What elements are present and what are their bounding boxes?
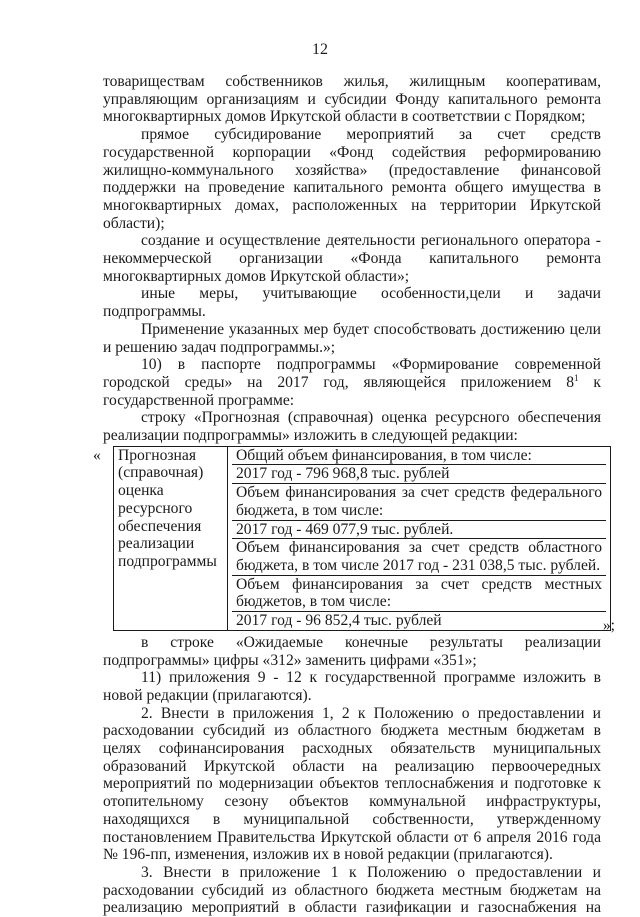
funding-line: Объем финансирования за счет средств федерального бюджета, в том числе: [232,484,606,520]
label-line: ресурсного [118,499,193,517]
paragraph-item-10 [103,356,601,409]
close-quote: »; [602,617,615,635]
paragraph: в строке «Ожидаемые конечные результаты реализации подпрограммы» цифры «312» заменить цифрами «351»; [103,633,601,669]
label-line: (справочная) [118,464,204,482]
label-line: Прогнозная [118,446,196,464]
paragraph: строку «Прогнозная (справочная) оценка ресурсного обеспечения реализации подпрограммы» изложить в следующей редакции: [103,409,601,445]
paragraph: 11) приложения 9 - 12 к государственной программе изложить в новой редакции (прилагаются). [103,669,601,704]
label-line: обеспечения [118,517,202,535]
table-cell-label [114,446,228,630]
funding-line: 2017 год - 469 077,9 тыс. рублей. [232,521,606,540]
paragraph: прямое субсидирование мероприятий за счет средств государственной корпорации «Фонд содействия реформированию жилищно-коммунального хозяйства» (предоставление финансовой поддержки на проведение капитального ремонта общего имущества в многоквартирных домах, расположенных на территории Иркутской области); [103,126,601,232]
label-line: оценка [118,482,164,500]
passport-table-block [93,446,615,635]
passport-table [113,446,611,631]
funding-line: 2017 год - 96 852,4 тыс. рублей [236,612,442,630]
item10-text-end: к государственной программе: [103,373,602,409]
document-body [93,73,615,917]
paragraph: Применение указанных мер будет способствовать достижению цели и решению задач подпрограммы.»; [103,320,601,356]
superscript: 1 [574,372,579,383]
page-number: 12 [312,41,328,58]
funding-line: Объем финансирования за счет средств местных бюджетов, в том числе: [232,576,606,612]
open-quote: « [93,446,101,464]
paragraph: иные меры, учитывающие особенности,цели и задачи подпрограммы. [103,285,601,321]
label-line: реализации [118,535,195,553]
funding-line: Объем финансирования за счет средств областного бюджета, в том числе 2017 год - 231 038,5 тыс. рублей. [232,539,606,575]
table-row [114,446,611,630]
table-cell-values [228,446,611,630]
paragraph: 2. Внести в приложения 1, 2 к Положению о предоставлении и расходовании субсидий из областного бюджета местным бюджетам в целях софинансирования расходных обязательств муниципальных образований Иркутской области на реализацию первоочередных мероприятий по модернизации объектов теплоснабжения и подготовке к отопительному сезону объектов коммунальной инфраструктуры, находящихся в муниципальной собственности, утвержденному постановлением Правительства Иркутской области от 6 апреля 2016 года № 196-пп, изменения, изложив их в новой редакции (прилагаются). [103,704,601,864]
funding-line: 2017 год - 796 968,8 тыс. рублей [232,465,606,484]
paragraph: товариществам собственников жилья, жилищным кооперативам, управляющим организациям и субсидии Фонду капитального ремонта многоквартирных домов Иркутской области в соответствии с Порядком; [103,73,601,126]
paragraph: создание и осуществление деятельности регионального оператора - некоммерческой организации «Фонда капитального ремонта многоквартирных домов Иркутской области»; [103,232,601,285]
funding-line: Общий объем финансирования, в том числе: [232,447,606,466]
paragraph: 3. Внести в приложение 1 к Положению о предоставлении и расходовании субсидий из областного бюджета местным бюджетам на реализацию мероприятий в области газификации и газоснабжения на [103,863,601,917]
item10-text: 10) в паспорте подпрограммы «Формирование современной городской среды» на 2017 год, являющейся приложением 8 [103,356,601,391]
label-line: подпрограммы [118,552,217,570]
